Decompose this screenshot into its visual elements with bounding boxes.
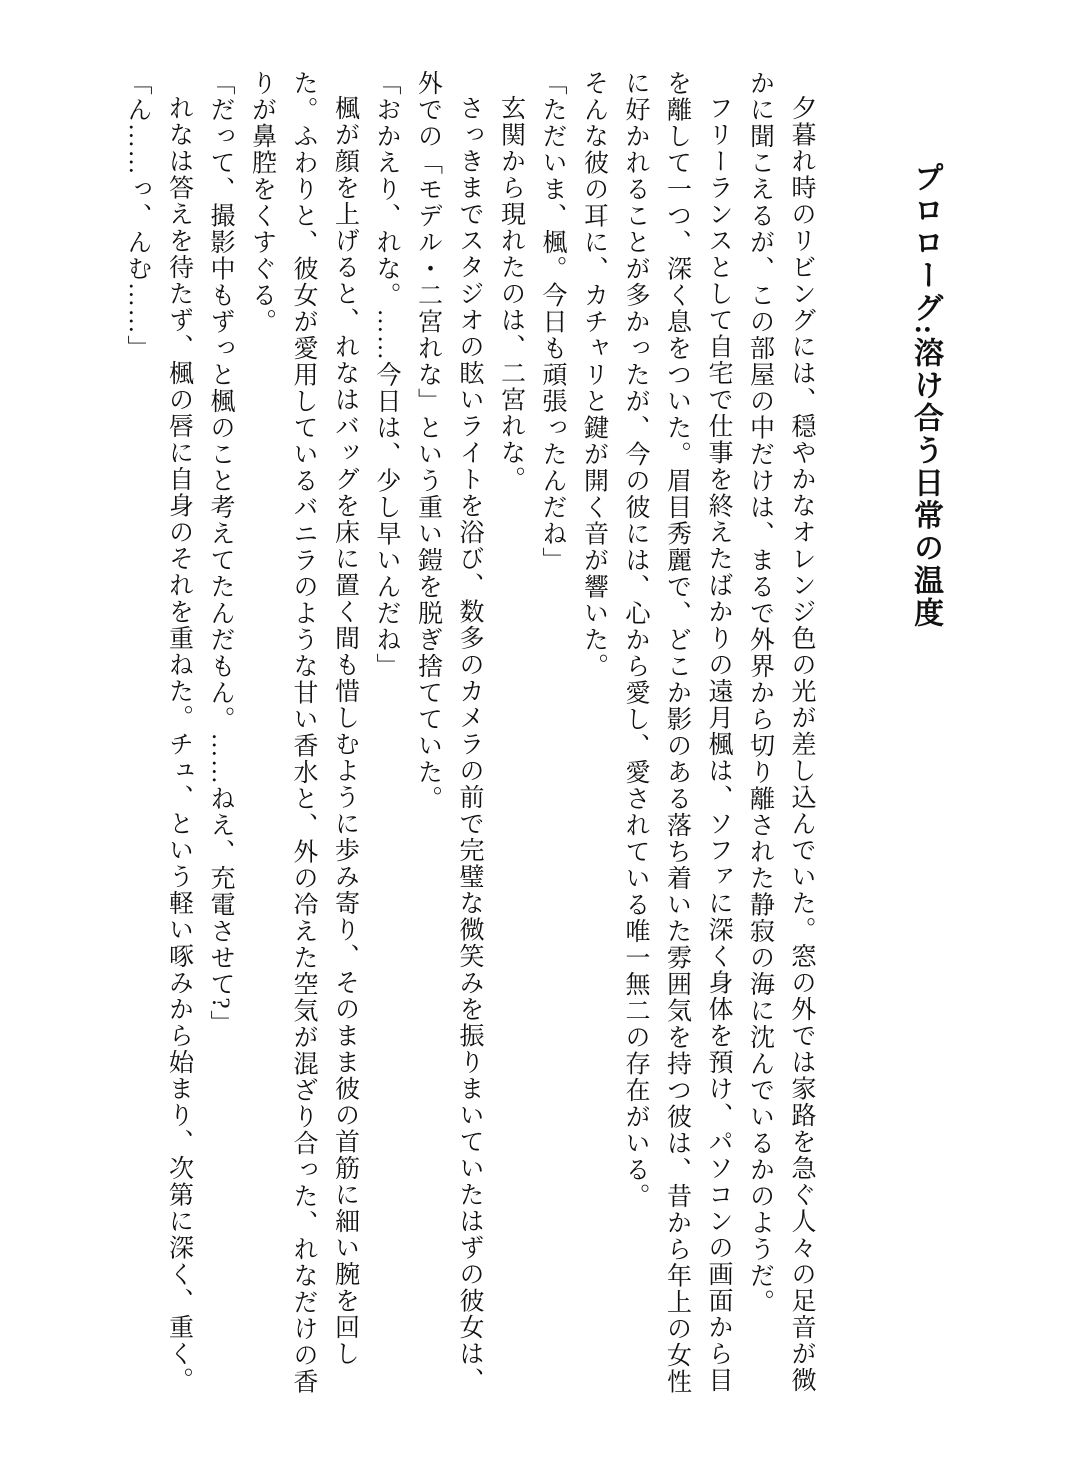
story-paragraph: フリーランスとして自宅で仕事を終えたばかりの遠月楓は、ソファに深く身体を預け、パソコンの画面から目を離して一つ、深く息をついた。眉目秀麗で、どこか影のある落ち着いた雰囲気を持つ彼は、昔から年上の女性に好かれることが多かったが、今の彼には、心から愛し、愛されている唯一無二の存在がいる。	[622, 70, 732, 1395]
dialogue-line: 「おかえり、れな。……今日は、少し早いんだね」	[373, 70, 400, 680]
dialogue-line: 「ただいま、楓。今日も頑張ったんだね」	[539, 70, 566, 574]
story-paragraph: 楓が顔を上げると、れなはバッグを床に置く間も惜しむように歩み寄り、そのまま彼の首筋に細い腕を回した。ふわりと、彼女が愛用しているバニラのような甘い香水と、外の冷えた空気が混ざり合った、れなだけの香りが鼻腔をくすぐる。	[248, 70, 359, 1395]
story-paragraph: れなは答えを待たず、楓の唇に自身のそれを重ねた。チュ、という軽い啄みから始まり、次第に深く、重く。	[165, 95, 193, 1394]
story-paragraph: 玄関から現れたのは、二宮れな。	[497, 95, 525, 493]
story-paragraph: さっきまでスタジオの眩いライトを浴び、数多のカメラの前で完璧な微笑みを振りまいていたはずの彼女は、外での「モデル・二宮れな」という重い鎧を脱ぎ捨てていた。	[414, 70, 483, 1394]
story-paragraph: 夕暮れ時のリビングには、穏やかなオレンジ色の光が差し込んでいた。窓の外では家路を急ぐ人々の足音が微かに聞こえるが、この部屋の中だけは、まるで外界から切り離された静寂の海に沈んでいるかのようだ。	[746, 70, 815, 1394]
chapter-title: プロローグ:溶け合う日常の温度	[909, 162, 942, 630]
story-paragraph: そんな彼の耳に、カチャリと鍵が開く音が響いた。	[580, 70, 608, 680]
dialogue-line: 「だって、撮影中もずっと楓のこと考えてたんだもん。……ねえ、充電させて?」	[207, 70, 234, 1037]
dialogue-line: 「ん……っ、んむ……」	[124, 70, 151, 362]
story-body	[117, 70, 823, 1408]
